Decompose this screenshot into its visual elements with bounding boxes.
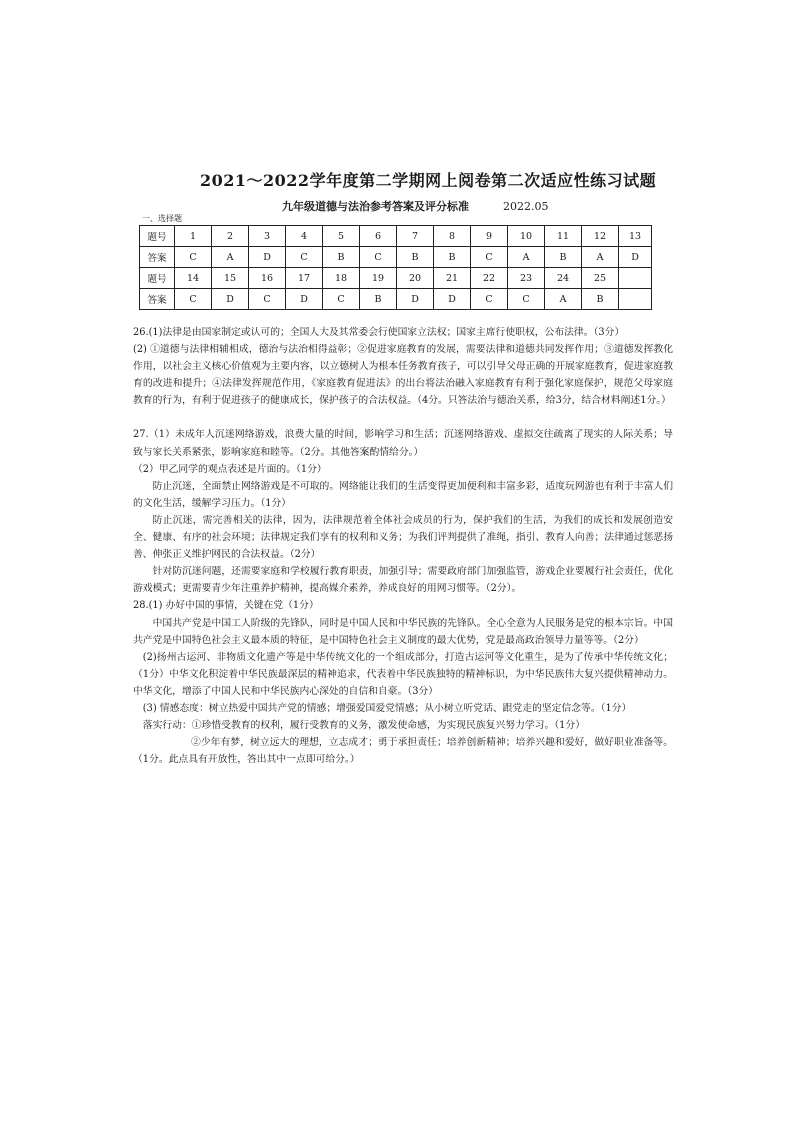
question-number-cell: 11 (545, 226, 582, 247)
exam-date: 2022.05 (503, 200, 549, 213)
table-row (140, 247, 652, 268)
q26-part2: (2) ①道德与法律相辅相成，德治与法治相得益彰；②促进家庭教育的发展，需要法律和道德共同发挥作用；③道德发挥教化作用，以社会主义核心价值观为主要内容，以立德树人为根本任务教育孩子，可以引导父母正确的开展家庭教育，促进家庭教育的改进和提升；④法律发挥规范作用，《家庭教育促进法》的出台将法治融入家庭教育有利于强化家庭保护，规范父母家庭教育的行为，有利于促进孩子的健康成长，保护孩子的合法权益。（4分。只答法治与德治关系，给3分，结合材料阐述1分。） (133, 344, 673, 407)
answer-cell: C (175, 247, 212, 268)
section-label-choice: 一、选择题 (142, 214, 182, 223)
question-number-cell: 16 (249, 268, 286, 289)
answer-cell (619, 289, 652, 310)
question-number-cell: 2 (212, 226, 249, 247)
answer-cell: B (545, 247, 582, 268)
page-subtitle (282, 198, 549, 214)
answer-cell: C (286, 247, 323, 268)
q28-part2: (2)扬州古运河、非物质文化遗产等是中华传统文化的一个组成部分，打造古运河等文化重生，是为了传承中华传统文化；（1分）中华文化积淀着中华民族最深层的精神追求，代表着中华民族独特的精神标识，为中华民族伟大复兴提供精神动力。中华文化，增添了中国人民和中华民族内心深处的自信和自豪。（3分） (133, 651, 673, 697)
answer-cell: D (397, 289, 434, 310)
question-number-cell: 12 (582, 226, 619, 247)
question-number-cell: 19 (360, 268, 397, 289)
question-number-cell: 23 (508, 268, 545, 289)
question-number-cell: 15 (212, 268, 249, 289)
table-row (140, 268, 652, 289)
question-number-cell: 9 (471, 226, 508, 247)
answer-cell: B (397, 247, 434, 268)
subtitle-text: 九年级道德与法治参考答案及评分标准 (282, 200, 469, 213)
question-number-cell: 4 (286, 226, 323, 247)
answer-cell: B (323, 247, 360, 268)
question-number-cell: 13 (619, 226, 652, 247)
q28-part1: 28.(1) 办好中国的事情，关键在党（1分） (133, 600, 319, 612)
answer-cell: D (434, 289, 471, 310)
question-number-cell: 18 (323, 268, 360, 289)
question-number-cell: 1 (175, 226, 212, 247)
answer-cell: A (212, 247, 249, 268)
question-number-cell: 17 (286, 268, 323, 289)
question-number-cell: 5 (323, 226, 360, 247)
question-number-cell: 14 (175, 268, 212, 289)
question-number-cell: 6 (360, 226, 397, 247)
row-header: 答案 (140, 247, 175, 268)
answer-cell: C (471, 247, 508, 268)
question-number-cell: 3 (249, 226, 286, 247)
question-number-cell: 25 (582, 268, 619, 289)
question-number-cell: 22 (471, 268, 508, 289)
answer-body (133, 324, 673, 768)
answer-cell: B (582, 289, 619, 310)
q28-part3: (3) 情感态度：树立热爱中国共产党的情感；增强爱国爱党情感；从小树立听党话、跟党走的坚定信念等。（1分） (142, 702, 632, 714)
answer-cell: B (360, 289, 397, 310)
answer-cell: C (249, 289, 286, 310)
question-number-cell: 7 (397, 226, 434, 247)
page-title: 2021～2022学年度第二学期网上阅卷第二次适应性练习试题 (200, 171, 657, 190)
table-row (140, 226, 652, 247)
table-row (140, 289, 652, 310)
question-number-cell: 24 (545, 268, 582, 289)
q26-part1: 26.(1)法律是由国家制定或认可的；全国人大及其常委会行使国家立法权；国家主席行使职权，公布法律。（3分） (133, 327, 625, 338)
question-number-cell: 21 (434, 268, 471, 289)
row-header: 题号 (140, 226, 175, 247)
answer-cell: B (434, 247, 471, 268)
row-header: 答案 (140, 289, 175, 310)
q27-para3: 针对防沉迷问题，还需要家庭和学校履行教育职责，加强引导；需要政府部门加强监管，游戏企业要履行社会责任，优化游戏模式；更需要青少年注重养护精神，提高媒介素养，养成良好的用网习惯等。（2分）。 (133, 566, 673, 595)
answer-cell: C (508, 289, 545, 310)
question-number-cell (619, 268, 652, 289)
q27-part1: 27.（1）未成年人沉迷网络游戏，浪费大量的时间，影响学习和生活；沉迷网络游戏、虚拟交往疏离了现实的人际关系；导致与家长关系紧张，影响家庭和睦等。（2分。其他答案酌情给分。） (133, 429, 673, 458)
q28-action2: ②少年有梦，树立远大的理想，立志成才；勇于承担责任；培养创新精神；培养兴趣和爱好，做好职业准备等。（1分。此点具有开放性，答出其中一点即可给分。） (133, 737, 673, 766)
q27-para2: 防止沉迷，需完善相关的法律，因为，法律规范着全体社会成员的行为，保护我们的生活，为我们的成长和发展创造安全、健康、有序的社会环境；法律规定我们享有的权利和义务；为我们评判提供了准绳，指引、教育人向善；法律通过惩恶扬善、伸张正义维护网民的合法权益。（2分） (133, 514, 673, 561)
answer-cell: A (545, 289, 582, 310)
answer-cell: C (323, 289, 360, 310)
answer-cell: C (360, 247, 397, 268)
question-number-cell: 8 (434, 226, 471, 247)
q28-para1: 中国共产党是中国工人阶级的先锋队，同时是中国人民和中华民族的先锋队。全心全意为人民服务是党的根本宗旨。中国共产党是中国特色社会主义最本质的特征，是中国特色社会主义制度的最大优势，党是最高政治领导力量等等。（2分） (133, 617, 673, 646)
answer-cell: D (286, 289, 323, 310)
row-header: 题号 (140, 268, 175, 289)
answer-table (139, 225, 652, 310)
answer-cell: C (175, 289, 212, 310)
question-number-cell: 10 (508, 226, 545, 247)
answer-cell: A (582, 247, 619, 268)
answer-cell: D (212, 289, 249, 310)
answer-cell: A (508, 247, 545, 268)
answer-cell: D (249, 247, 286, 268)
q27-para1: 防止沉迷，全面禁止网络游戏是不可取的。网络能让我们的生活变得更加便利和丰富多彩，适度玩网游也有利于丰富人们的文化生活，缓解学习压力。（1分） (133, 480, 673, 509)
q27-part2: （2）甲乙同学的观点表述是片面的。（1分） (133, 463, 327, 475)
q28-action1: 落实行动：①珍惜受教育的权利，履行受教育的义务，激发使命感，为实现民族复兴努力学习。（1分） (142, 720, 585, 732)
answer-cell: C (471, 289, 508, 310)
question-number-cell: 20 (397, 268, 434, 289)
answer-cell: D (619, 247, 652, 268)
